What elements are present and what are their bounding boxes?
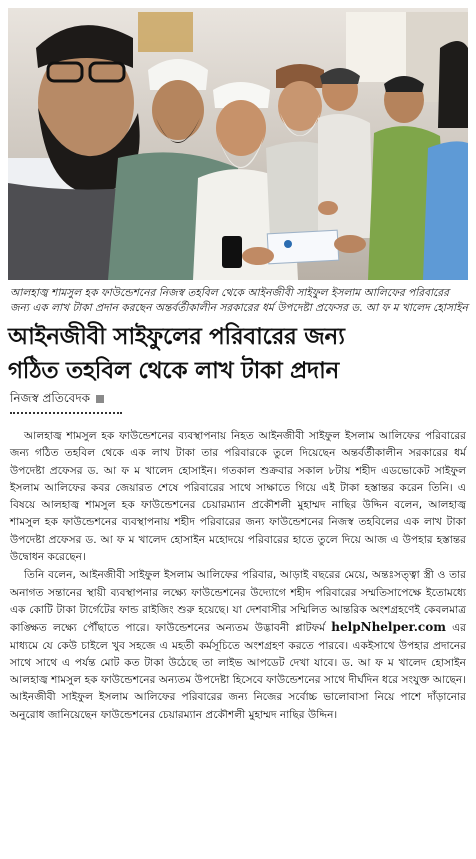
news-photo: [8, 8, 468, 280]
article-body: [10, 428, 466, 724]
paragraph-2-start: তিনি বলেন, আইনজীবী সাইফুল ইসলাম আলিফের পরিবার, আড়াই বছরের মেয়ে, অন্তঃসত্ত্বা স্ত্রী ও তার অনাগত সন্তানের স্থায়ী ব্যবস্থাপনার লক্ষ্যে ফাউন্ডেশনের উদ্যোগে শহীদ পরিবারের সম্মতিসাপেক্ষে ইতোমধ্যে এক কোটি টাকা টার্গেটের ফান্ড রাইজিং শুরু হয়েছে। যা দেশবাসীর সম্মিলিত আন্তরিক অংশগ্রহণেই কেবলমাত্র কাঙ্ক্ষিত লক্ষ্যে পৌঁছাতে পারে। ফাউন্ডেশনের অন্যতম উদ্ভাবনী প্লাটফর্ম: [10, 569, 466, 635]
square-bullet-icon: [96, 395, 104, 403]
byline-text: নিজস্ব প্রতিবেদক: [10, 391, 91, 405]
headline: [8, 320, 470, 388]
photo-illustration: [8, 8, 468, 280]
website-url: helpNhelper.com: [331, 620, 446, 635]
headline-line-2: গঠিত তহবিল থেকে লাখ টাকা প্রদান: [8, 358, 339, 384]
byline: [10, 390, 104, 406]
paragraph-2: [10, 567, 466, 724]
photo-caption: আলহাজ্ব শামসুল হক ফাউন্ডেশনের নিজস্ব তহবিল থেকে আইনজীবী সাইফুল ইসলাম আলিফের পরিবারের জন্য এক লাখ টাকা প্রদান করছেন অন্তর্বর্তীকালীন সরকারের ধর্ম উপদেষ্টা প্রফেসর ড. আ ফ ম খালেদ হোসাইন: [10, 287, 468, 314]
paragraph-2-end: এর মাধ্যমে যে কেউ চাইলে খুব সহজে এ মহতী কর্মসূচিতে অংশগ্রহণ করতে পারবে। একইসাথে উপহার প্রদানের সাথে সাথে এ পর্যন্ত মোট কত টাকা উঠেছে তা লাইভ আপডেট দেখা যাবে। ড. আ ফ ম খালেদ হোসাইন আলহাজ্ব শামসুল হক ফাউন্ডেশনের অন্যতম উপদেষ্টা হিসেবে ফাউন্ডেশনের সাথে দীর্ঘদিন ধরে সংযুক্ত আছেন। আইনজীবী সাইফুল ইসলাম আলিফের পরিবারের জন্য নিজের সর্বোচ্চ ভালোবাসা নিয়ে পাশে দাঁড়ানোর অনুরোধ জানিয়েছেন ফাউন্ডেশনের চেয়ারম্যান প্রকৌশলী মুহাম্মদ নাছির উদ্দিন।: [10, 622, 467, 721]
headline-line-1: আইনজীবী সাইফুলের পরিবারের জন্য: [8, 324, 345, 350]
dotted-divider: [10, 412, 122, 414]
paragraph-1: আলহাজ্ব শামসুল হক ফাউন্ডেশনের ব্যবস্থাপনায় নিহত আইনজীবী সাইফুল ইসলাম আলিফের পরিবারের জন্য গঠিত তহবিল থেকে এক লাখ টাকা তার পরিবারকে তুলে দিয়েছেন অন্তর্বর্তীকালীন সরকারের ধর্ম উপদেষ্টা প্রফেসর ড. আ ফ ম খালেদ হোসাইন। গতকাল শুক্রবার সকাল ৮টায় শহীদ এডভোকেট সাইফুল ইসলাম আলিফের কবর জেয়ারত শেষে পরিবারের সাথে সাক্ষাতে গিয়ে এই টাকা হস্তান্তর করেন তিনি। এ বিষয়ে আলহাজ্ব শামসুল হক ফাউন্ডেশনের চেয়ারম্যান প্রকৌশলী মুহাম্মদ নাছির উদ্দিন বলেন, আলহাজ্ব শামসুল হক ফাউন্ডেশনের ব্যবস্থাপনায় শহীদ পরিবারের জন্য ফাউন্ডেশনের নিজস্ব তহবিলের এক লাখ টাকা উপদেষ্টা প্রফেসর ড. আ ফ ম খালেদ হোসাইন মহোদয়ে পরিবারের হাতে তুলে দিয়ে আজ এ উপহার হস্তান্তর উদ্বোধন করেছেন।: [10, 430, 466, 564]
